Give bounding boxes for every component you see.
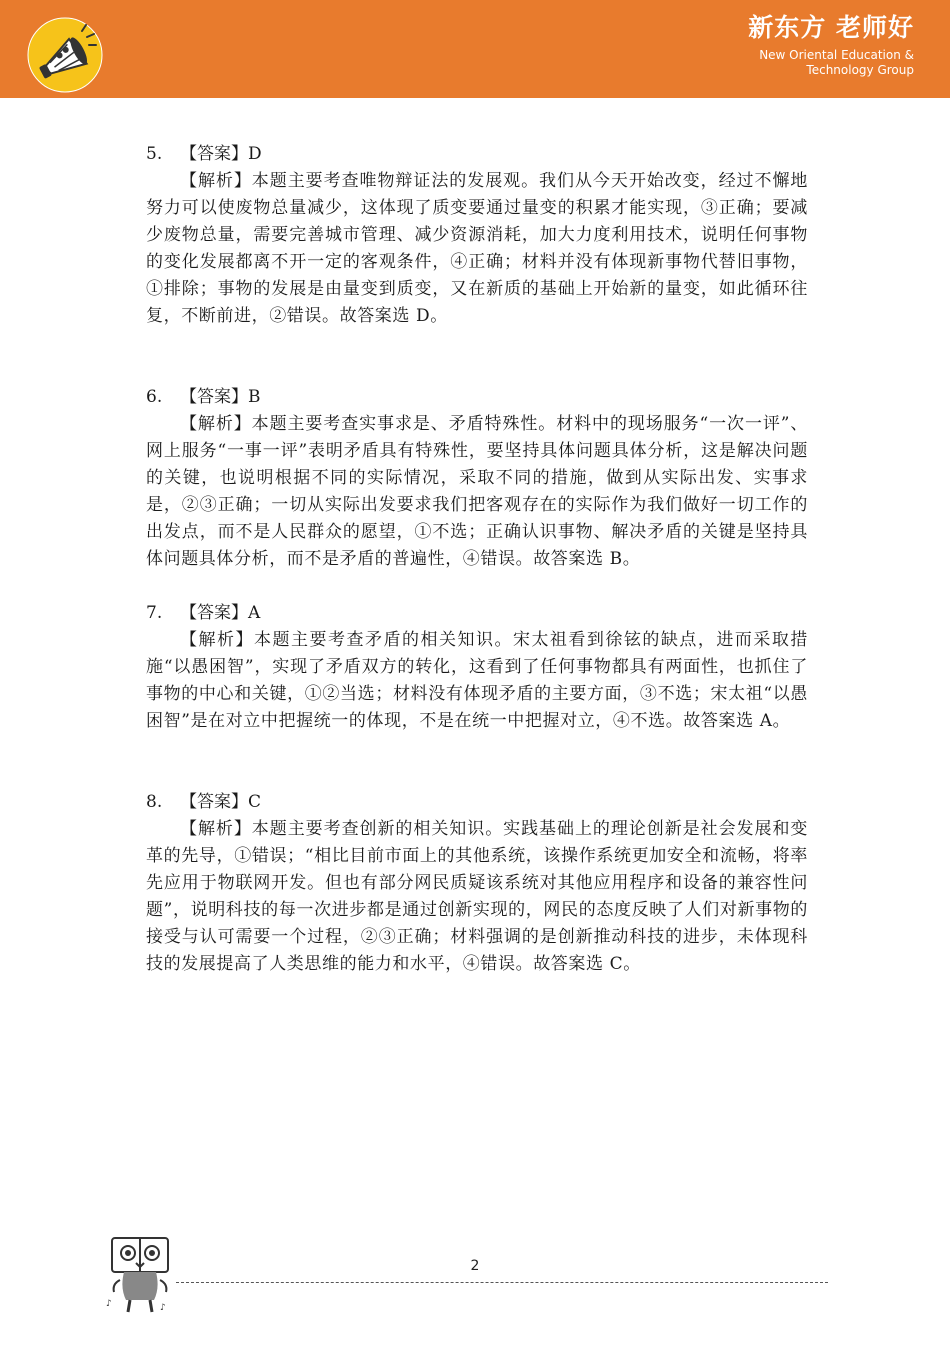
question-number: 5.: [146, 144, 163, 164]
megaphone-mascot-icon: [27, 17, 103, 93]
page-number: 2: [470, 1258, 480, 1274]
analysis-text: 【解析】本题主要考查创新的相关知识。实践基础上的理论创新是社会发展和变革的先导，①错误；“相比目前市面上的其他系统，该操作系统更加安全和流畅，将率先应用于物联网开发。但也有部分网民质疑该系统对其他应用程序和设备的兼容性问题”，说明科技的每一次进步都是通过创新实现的，网民的态度反映了人们对新事物的接受与认可需要一个过程，②③正确；材料强调的是创新推动科技的进步，未体现科技的发展提高了人类思维的能力和水平，④错误。故答案选 C。: [146, 819, 808, 974]
question-5: [146, 141, 808, 330]
brand-name-en-line1: New Oriental Education &: [759, 48, 914, 62]
question-7: [146, 600, 808, 735]
answer-line: [146, 141, 808, 168]
answer-line: [146, 384, 808, 411]
footer-dashed-line: [176, 1282, 828, 1283]
answer-label: 【答案】C: [180, 792, 262, 812]
question-number: 6.: [146, 387, 163, 407]
question-6: [146, 384, 808, 573]
answer-line: [146, 600, 808, 627]
svg-text:♪: ♪: [106, 1299, 112, 1309]
brand-name-cn: 新东方 老师好: [748, 13, 914, 42]
brand-block: [748, 12, 914, 78]
question-8: [146, 789, 808, 978]
brand-name-en-line2: Technology Group: [806, 63, 914, 77]
answer-label: 【答案】D: [180, 144, 262, 164]
answer-content: [146, 141, 808, 978]
question-number: 7.: [146, 603, 163, 623]
analysis-text: 【解析】本题主要考查矛盾的相关知识。宋太祖看到徐铉的缺点，进而采取措施“以愚困智”，实现了矛盾双方的转化，这看到了任何事物都具有两面性，也抓住了事物的中心和关键，①②当选；材料没有体现矛盾的主要方面，③不选；宋太祖“以愚困智”是在对立中把握统一的体现，不是在统一中把握对立，④不选。故答案选 A。: [146, 630, 808, 731]
analysis-text: 【解析】本题主要考查唯物辩证法的发展观。我们从今天开始改变，经过不懈地努力可以使废物总量减少，这体现了质变要通过量变的积累才能实现，③正确；要减少废物总量，需要完善城市管理、减少资源消耗，加大力度利用技术，说明任何事物的变化发展都离不开一定的客观条件，④正确；材料并没有体现新事物代替旧事物，①排除；事物的发展是由量变到质变，又在新质的基础上开始新的量变，如此循环往复，不断前进，②错误。故答案选 D。: [146, 171, 808, 326]
analysis-text: 【解析】本题主要考查实事求是、矛盾特殊性。材料中的现场服务“一次一评”、网上服务“一事一评”表明矛盾具有特殊性，要坚持具体问题具体分析，这是解决问题的关键，也说明根据不同的实际情况，采取不同的措施，做到从实际出发、实事求是，②③正确；一切从实际出发要求我们把客观存在的实际作为我们做好一切工作的出发点，而不是人民群众的愿望，①不选；正确认识事物、解决矛盾的关键是坚持具体问题具体分析，而不是矛盾的普遍性，④错误。故答案选 B。: [146, 414, 808, 569]
answer-label: 【答案】A: [180, 603, 261, 623]
svg-text:♪: ♪: [160, 1303, 166, 1313]
owl-reading-book-icon: [104, 1236, 174, 1316]
page-header: [0, 0, 950, 98]
question-number: 8.: [146, 792, 163, 812]
answer-line: [146, 789, 808, 816]
answer-label: 【答案】B: [180, 387, 261, 407]
